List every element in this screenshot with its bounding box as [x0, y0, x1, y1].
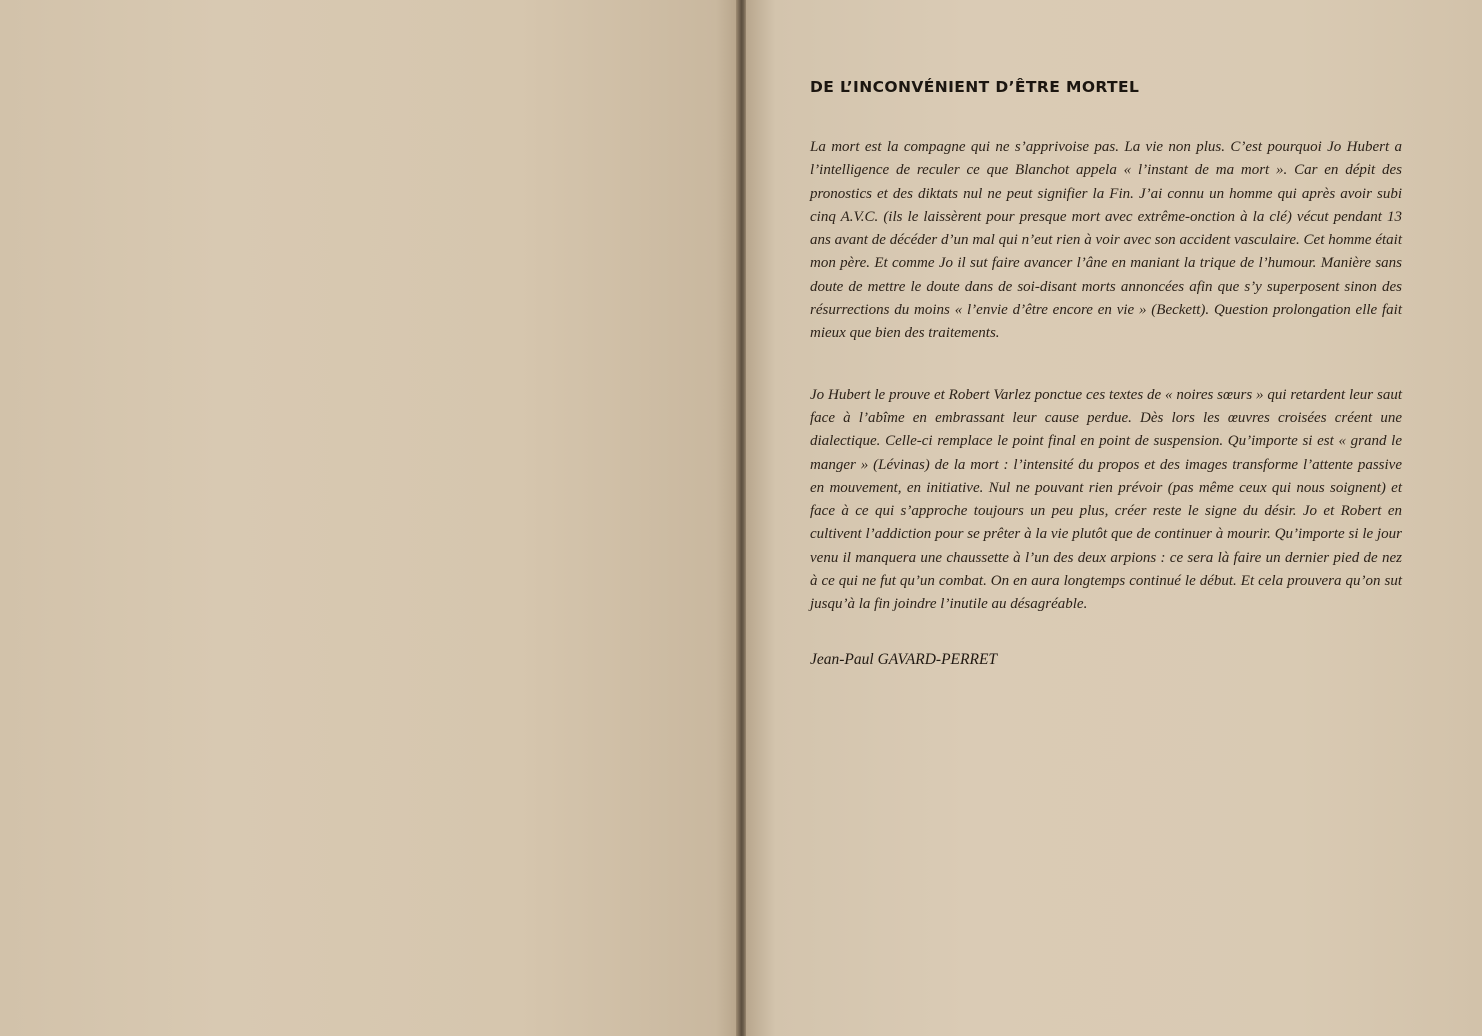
article-body [810, 76, 1402, 669]
left-page-blank [0, 0, 738, 1036]
article-title: DE L’INCONVÉNIENT D’ÊTRE MORTEL [810, 78, 1140, 96]
author-signature: Jean-Paul GAVARD-PERRET [810, 650, 998, 668]
article-paragraph-2: Jo Hubert le prouve et Robert Varlez ponctue ces textes de « noires sœurs » qui retardent leur saut face à l’abîme en embrassant leur cause perdue. Dès lors les œuvres croisées créent une dialectique. Celle-ci remplace le point final en point de suspension. Qu’importe si est « grand le manger » (Lévinas) de la mort : l’intensité du propos et des images transforme l’attente passive en mouvement, en initiative. Nul ne pouvant rien prévoir (pas même ceux qui nous soignent) et face à ce qui s’approche toujours un peu plus, créer reste le signe du désir. Jo et Robert en cultivent l’addiction pour se prêter à la vie plutôt que de continuer à mourir. Qu’importe si le jour venu il manquera une chaussette à l’un des deux arpions : ce sera là faire un dernier pied de nez à ce qui ne fut qu’un combat. On en aura longtemps continué le début. Et cela prouvera qu’on sut jusqu’à la fin joindre l’inutile au désagréable. [810, 386, 1402, 613]
right-page [746, 0, 1482, 1036]
article-paragraph-1: La mort est la compagne qui ne s’apprivoise pas. La vie non plus. C’est pourquoi Jo Hubert a l’intelligence de reculer ce que Blanchot appela « l’instant de ma mort ». Car en dépit des pronostics et des diktats nul ne peut signifier la Fin. J’ai connu un homme qui après avoir subi cinq A.V.C. (ils le laissèrent pour presque mort avec extrême-onction à la clé) vécut pendant 13 ans avant de décéder d’un mal qui n’eut rien à voir avec son accident vasculaire. Cet homme était mon père. Et comme Jo il sut faire avancer l’âne en maniant la trique de l’humour. Manière sans doute de mettre le doute dans de soi-disant morts annoncées afin que s’y superposent sinon des résurrections du moins « l’envie d’être encore en vie » (Beckett). Question prolongation elle fait mieux que bien des traitements. [810, 139, 1402, 342]
